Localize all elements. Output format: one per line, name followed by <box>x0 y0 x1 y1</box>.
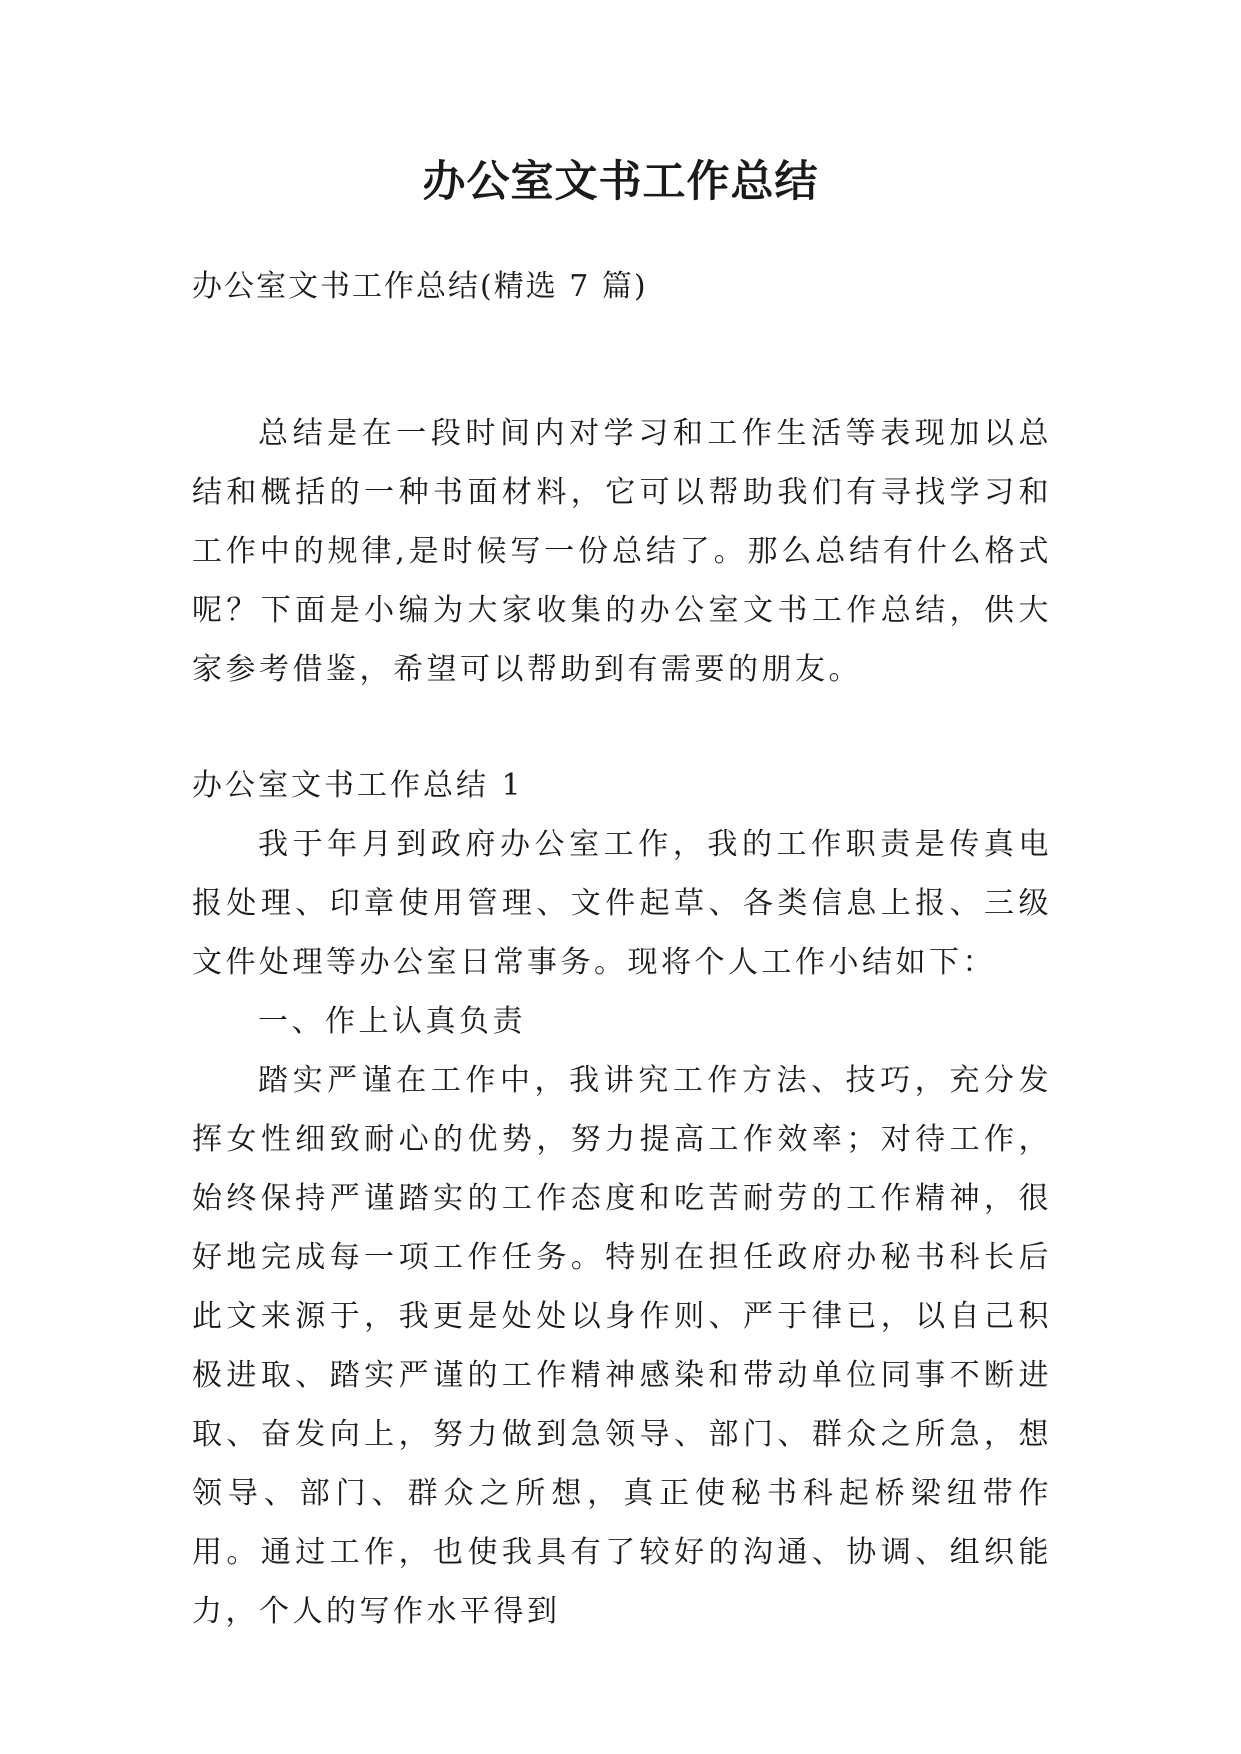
document-subtitle: 办公室文书工作总结(精选 7 篇) <box>192 269 648 304</box>
intro-paragraph: 总结是在一段时间内对学习和工作生活等表现加以总结和概括的一种书面材料，它可以帮助我们有寻找学习和工作中的规律,是时候写一份总结了。那么总结有什么格式呢？下面是小编为大家收集的办公室文书工作总结，供大家参考借鉴，希望可以帮助到有需要的朋友。 <box>192 416 1052 687</box>
subheading-1: 一、作上认真负责 <box>258 1004 526 1039</box>
section-heading: 办公室文书工作总结 1 <box>192 768 524 803</box>
document-title: 办公室文书工作总结 <box>422 157 819 207</box>
body-paragraph-1: 我于年月到政府办公室工作，我的工作职责是传真电报处理、印章使用管理、文件起草、各类信息上报、三级文件处理等办公室日常事务。现将个人工作小结如下： <box>192 827 1052 980</box>
body-paragraph-2: 踏实严谨在工作中，我讲究工作方法、技巧，充分发挥女性细致耐心的优势，努力提高工作效率；对待工作，始终保持严谨踏实的工作态度和吃苦耐劳的工作精神，很好地完成每一项工作任务。特别在担任政府办秘书科长后此文来源于，我更是处处以身作则、严于律已，以自己积极进取、踏实严谨的工作精神感染和带动单位同事不断进取、奋发向上，努力做到急领导、部门、群众之所急，想领导、部门、群众之所想，真正使秘书科起桥梁纽带作用。通过工作，也使我具有了较好的沟通、协调、组织能力，个人的写作水平得到 <box>192 1063 1052 1629</box>
